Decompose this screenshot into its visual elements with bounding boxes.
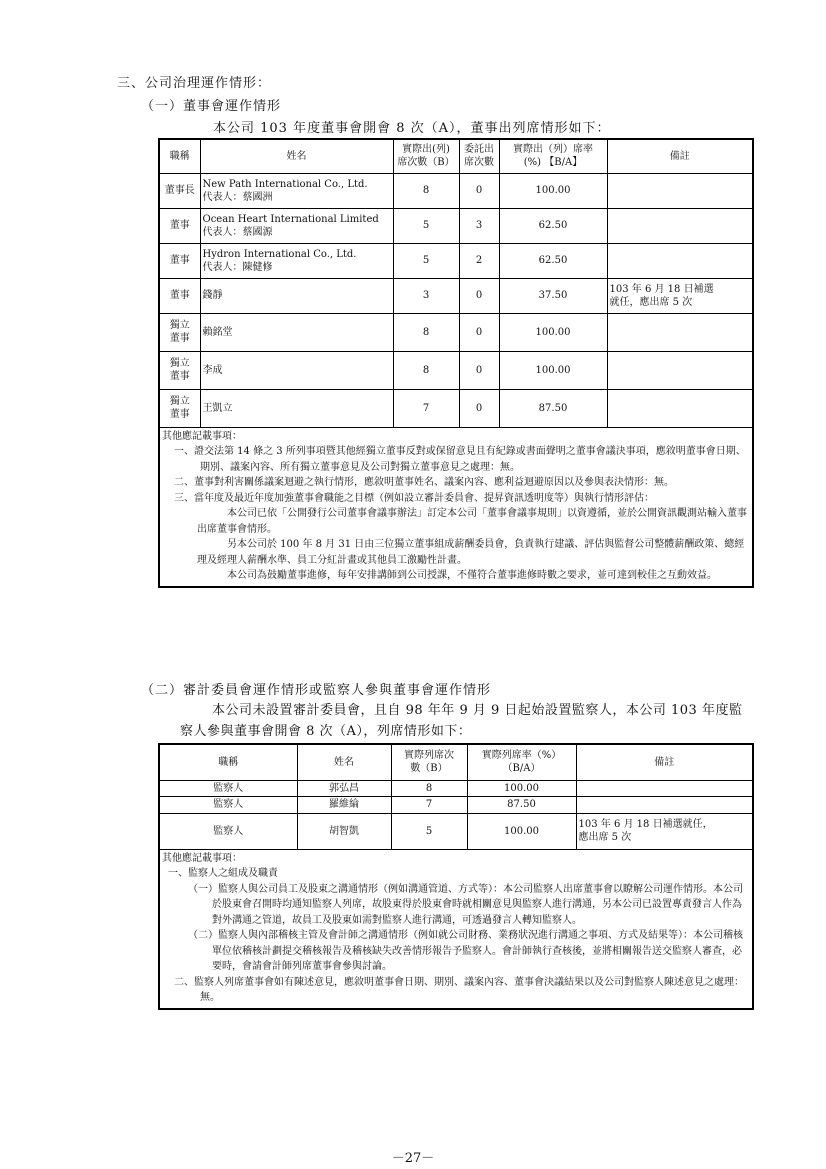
board-intro: 本公司 103 年度董事會開會 8 次（A），董事出列席情形如下： [213, 121, 611, 136]
board-notes [159, 427, 753, 587]
row-remarks [576, 796, 753, 813]
notes-item-1: 一、證交法第 14 條之 3 所列事項暨其他經獨立董事反對或保留意見且有紀錄或書面聲明之董事會議決事項，應敘明董事會日期、期別、議案內容、所有獨立董事意見及公司對獨立董事意見之處理：無。 [174, 446, 746, 473]
row-remarks: 103 年 6 月 18 日補選 就任，應出席 5 次 [607, 278, 753, 313]
notes-item-2: 二、董事對利害關係議案迴避之執行情形，應敘明董事姓名、議案內容、應利益迴避原因以及參與表決情形：無。 [174, 477, 674, 488]
row-attend: 8 [393, 313, 459, 351]
header-title: 職稱 [159, 139, 200, 173]
header-title: 職稱 [159, 744, 297, 780]
row-title: 監察人 [159, 796, 297, 813]
subsection-title-board: （一）董事會運作情形 [141, 99, 282, 114]
header-rate: 實際出（列）席率 (%) 【B/A】 [499, 139, 607, 173]
row-name: Hydron International Co., Ltd. 代表人：陳健修 [200, 243, 393, 278]
row-name: Ocean Heart International Limited 代表人：蔡國源 [200, 208, 393, 243]
row-proxy: 3 [459, 208, 499, 243]
row-name: 胡智凱 [297, 813, 391, 849]
header-attend: 實際出(列) 席次數（B） [393, 139, 459, 173]
notes-subitem-2: （二）監察人與內部稽核主管及會計師之溝通情形（例如就公司財務、業務狀況進行溝通之事項、方式及結果等）：本公司稽核單位依稽核計劃提交稽核報告及稽核缺失改善情形報告予監察人。會計師執行查核後，並將相關報告送交監察人審查，必要時，會請會計師列席董事會參與討論。 [188, 930, 743, 972]
row-rate: 37.50 [499, 278, 607, 313]
header-attend: 實際列席次 數（B） [391, 744, 467, 780]
row-rate: 87.50 [467, 796, 576, 813]
row-attend: 3 [393, 278, 459, 313]
table-row [159, 208, 753, 243]
table-header-row [159, 744, 753, 780]
header-name: 姓名 [297, 744, 391, 780]
row-rate: 62.50 [499, 208, 607, 243]
notes-item-2: 二、監察人列席董事會如有陳述意見，應敘明董事會日期、期別、議案內容、董事會決議結果以及公司對監察人陳述意見之處理：無。 [174, 976, 744, 1003]
row-title: 董事長 [159, 173, 200, 208]
notes-item-1: 一、監察人之組成及職責 [168, 868, 278, 879]
row-remarks: 103 年 6 月 18 日補選就任， 應出席 5 次 [576, 813, 753, 849]
page-number: －27－ [391, 1151, 435, 1166]
notes-paragraph-2: 另本公司於 100 年 8 月 31 日由三位獨立董事組成薪酬委員會，負責執行建議、評估與監督公司整體薪酬政策、總經理及經理人薪酬水準、員工分紅計畫或其他員工激勵性計畫。 [197, 539, 745, 566]
row-attend: 7 [393, 389, 459, 427]
header-name: 姓名 [200, 139, 393, 173]
row-rate: 100.00 [499, 173, 607, 208]
table-row [159, 278, 753, 313]
table-row [159, 243, 753, 278]
row-attend: 5 [391, 813, 467, 849]
row-title: 獨立 董事 [159, 389, 200, 427]
row-proxy: 0 [459, 389, 499, 427]
notes-heading: 其他應記載事項： [162, 852, 242, 864]
supervisor-attendance-table [158, 743, 754, 1010]
row-remarks [576, 780, 753, 796]
table-row [159, 813, 753, 849]
notes-paragraph-1: 本公司已依「公開發行公司董事會議事辦法」訂定本公司「董事會議事規則」以資遵循，並於公開資訊觀測站輸入董事出席董事會情形。 [197, 508, 747, 535]
notes-subitem-1: （一）監察人與公司員工及股東之溝通情形（例如溝通管道、方式等）：本公司監察人出席董事會以瞭解公司運作情形。本公司於股東會召開時均通知監察人列席，故股東得於股東會時就相關意見與監察人進行溝通，另本公司已設置專責發言人作為對外溝通之管道，故員工及股東如需對監察人進行溝通，可透過發言人轉知監察人。 [188, 883, 743, 926]
subsection-title-supervisors: （二）審計委員會運作情形或監察人參與董事會運作情形 [141, 683, 492, 698]
notes-item-3: 三、當年度及最近年度加強董事會職能之目標（例如設立審計委員會、提昇資訊透明度等）與執行情形評估： [174, 492, 654, 504]
row-rate: 100.00 [467, 813, 576, 849]
row-rate: 100.00 [467, 780, 576, 796]
row-name: 李成 [200, 351, 393, 389]
row-rate: 100.00 [499, 351, 607, 389]
table-row [159, 780, 753, 796]
row-rate: 62.50 [499, 243, 607, 278]
row-proxy: 0 [459, 313, 499, 351]
supervisor-intro: 本公司未設置審計委員會，且自 98 年年 9 月 9 日起始設置監察人，本公司 103 年度監察人參與董事會開會 8 次（A），列席情形如下： [180, 703, 743, 739]
board-attendance-table [158, 138, 754, 588]
notes-row [159, 427, 753, 587]
row-attend: 8 [391, 780, 467, 796]
row-proxy: 0 [459, 173, 499, 208]
header-proxy: 委託出 席次數 [459, 139, 499, 173]
row-remarks [607, 389, 753, 427]
row-rate: 100.00 [499, 313, 607, 351]
table-header-row [159, 139, 753, 173]
header-rate: 實際列席率（%） （B/A） [467, 744, 576, 780]
row-attend: 8 [393, 351, 459, 389]
table-row [159, 389, 753, 427]
row-title: 監察人 [159, 780, 297, 796]
header-remarks: 備註 [607, 139, 753, 173]
row-title: 獨立 董事 [159, 313, 200, 351]
row-name: 錢靜 [200, 278, 393, 313]
row-remarks [607, 208, 753, 243]
row-attend: 5 [393, 208, 459, 243]
notes-heading: 其他應記載事項： [162, 430, 242, 442]
row-title: 獨立 董事 [159, 351, 200, 389]
table-row [159, 173, 753, 208]
table-row [159, 796, 753, 813]
row-name: New Path International Co., Ltd. 代表人：蔡國洲 [200, 173, 393, 208]
row-name: 賴銘堂 [200, 313, 393, 351]
row-remarks [607, 173, 753, 208]
row-remarks [607, 351, 753, 389]
row-rate: 87.50 [499, 389, 607, 427]
row-attend: 5 [393, 243, 459, 278]
table-row [159, 351, 753, 389]
row-proxy: 2 [459, 243, 499, 278]
row-title: 監察人 [159, 813, 297, 849]
table-row [159, 313, 753, 351]
row-title: 董事 [159, 208, 200, 243]
row-title: 董事 [159, 243, 200, 278]
notes-row [159, 849, 753, 1009]
row-remarks [607, 313, 753, 351]
row-attend: 7 [391, 796, 467, 813]
row-name: 羅維綸 [297, 796, 391, 813]
supervisor-notes [159, 849, 753, 1009]
row-name: 郭弘昌 [297, 780, 391, 796]
header-remarks: 備註 [576, 744, 753, 780]
row-proxy: 0 [459, 351, 499, 389]
row-title: 董事 [159, 278, 200, 313]
row-attend: 8 [393, 173, 459, 208]
section-title: 三、公司治理運作情形： [117, 76, 272, 91]
row-remarks [607, 243, 753, 278]
notes-paragraph-3: 本公司為鼓勵董事進修，每年安排講師到公司授課，不僅符合董事進修時數之要求，並可達到較佳之互動效益。 [227, 570, 717, 581]
row-proxy: 0 [459, 278, 499, 313]
row-name: 王凱立 [200, 389, 393, 427]
